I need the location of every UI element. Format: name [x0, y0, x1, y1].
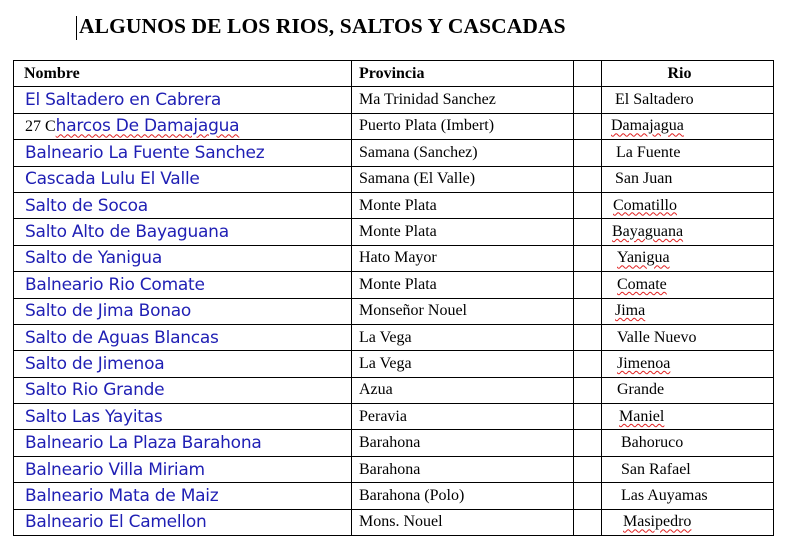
nombre-link[interactable]: Balneario El Camellon [25, 512, 207, 533]
cell-nombre[interactable] [14, 245, 352, 271]
table-row [14, 192, 774, 218]
cell-provincia: Azua [352, 377, 574, 403]
cell-rio [602, 272, 774, 298]
cell-empty [574, 377, 602, 403]
cell-rio [602, 377, 774, 403]
cell-rio [602, 324, 774, 350]
cell-rio [602, 140, 774, 166]
rivers-table [13, 60, 774, 536]
rio-text: Damajagua [611, 117, 684, 135]
cell-empty [574, 298, 602, 324]
cell-rio [602, 113, 774, 139]
text-cursor [76, 16, 77, 40]
table-row [14, 351, 774, 377]
cell-empty [574, 113, 602, 139]
cell-empty [574, 430, 602, 456]
cell-provincia: La Vega [352, 351, 574, 377]
nombre-link[interactable]: Salto de Jima Bonao [25, 301, 192, 322]
nombre-link[interactable]: Balneario La Plaza Barahona [25, 433, 262, 454]
cell-rio [602, 456, 774, 482]
cell-empty [574, 272, 602, 298]
cell-empty [574, 192, 602, 218]
cell-rio [602, 509, 774, 535]
cell-nombre[interactable] [14, 377, 352, 403]
table-row [14, 87, 774, 113]
rio-text: Jimenoa [617, 354, 671, 372]
cell-rio [602, 430, 774, 456]
cell-nombre[interactable] [14, 483, 352, 509]
table-row [14, 456, 774, 482]
cell-rio [602, 483, 774, 509]
cell-empty [574, 404, 602, 430]
cell-rio [602, 87, 774, 113]
nombre-link[interactable]: Cascada Lulu El Valle [25, 169, 200, 190]
table-row [14, 245, 774, 271]
cell-provincia: Monte Plata [352, 219, 574, 245]
table-row [14, 404, 774, 430]
cell-provincia: Puerto Plata (Imbert) [352, 113, 574, 139]
table-row [14, 298, 774, 324]
cell-nombre[interactable] [14, 298, 352, 324]
cell-provincia: Peravia [352, 404, 574, 430]
cell-provincia: Hato Mayor [352, 245, 574, 271]
cell-empty [574, 324, 602, 350]
nombre-link[interactable]: Balneario Mata de Maiz [25, 485, 219, 506]
cell-empty [574, 166, 602, 192]
rio-text: Grande [617, 381, 665, 399]
cell-provincia: Samana (Sanchez) [352, 140, 574, 166]
cell-nombre[interactable] [14, 509, 352, 535]
nombre-link[interactable]: Salto Rio Grande [25, 380, 165, 401]
cell-provincia: Mons. Nouel [352, 509, 574, 535]
table-row [14, 483, 774, 509]
cell-empty [574, 219, 602, 245]
cell-rio [602, 245, 774, 271]
rio-text: Bayaguana [612, 223, 684, 241]
cell-rio [602, 298, 774, 324]
cell-rio [602, 404, 774, 430]
cell-empty [574, 509, 602, 535]
rio-text: Jima [615, 302, 646, 320]
cell-provincia: Barahona [352, 430, 574, 456]
cell-provincia: Barahona (Polo) [352, 483, 574, 509]
rio-text: Las Auyamas [621, 486, 708, 504]
header-provincia: Provincia [352, 61, 574, 87]
rio-text: Maniel [619, 407, 665, 425]
nombre-link[interactable]: Salto Las Yayitas [25, 406, 163, 427]
rio-text: Comate [617, 275, 667, 293]
cell-provincia: La Vega [352, 324, 574, 350]
cell-empty [574, 456, 602, 482]
table-row [14, 430, 774, 456]
rio-text: San Juan [615, 170, 673, 188]
cell-rio [602, 219, 774, 245]
cell-empty [574, 483, 602, 509]
nombre-prefix-text: 27 C [25, 118, 56, 136]
table-row [14, 219, 774, 245]
cell-empty [574, 351, 602, 377]
nombre-link[interactable]: Balneario Villa Miriam [25, 459, 205, 480]
document-title: ALGUNOS DE LOS RIOS, SALTOS Y CASCADAS [79, 14, 566, 38]
cell-provincia: Barahona [352, 456, 574, 482]
cell-provincia: Ma Trinidad Sanchez [352, 87, 574, 113]
cell-provincia: Monte Plata [352, 272, 574, 298]
cell-nombre[interactable] [14, 404, 352, 430]
cell-empty [574, 245, 602, 271]
nombre-link[interactable]: Balneario La Fuente Sanchez [25, 142, 265, 163]
cell-rio [602, 351, 774, 377]
table-row [14, 509, 774, 535]
table-row [14, 140, 774, 166]
nombre-link[interactable]: harcos De Damajagua [55, 116, 240, 137]
cell-nombre[interactable] [14, 87, 352, 113]
nombre-link[interactable]: Salto Alto de Bayaguana [25, 222, 229, 243]
table-row [14, 272, 774, 298]
cell-empty [574, 87, 602, 113]
nombre-link[interactable]: Salto de Socoa [25, 195, 148, 216]
rio-text: Valle Nuevo [617, 328, 697, 346]
nombre-link[interactable]: Balneario Rio Comate [25, 274, 205, 295]
cell-nombre[interactable] [14, 113, 352, 139]
table-row [14, 377, 774, 403]
rio-text: Yanigua [617, 249, 670, 267]
cell-nombre[interactable] [14, 351, 352, 377]
table-header-row [14, 61, 774, 87]
nombre-link[interactable]: Salto de Yanigua [25, 248, 162, 269]
rio-text: Comatillo [613, 196, 677, 214]
header-empty-cell [574, 61, 602, 87]
cell-nombre[interactable] [14, 456, 352, 482]
cell-empty [574, 140, 602, 166]
rio-text: Bahoruco [621, 434, 684, 452]
nombre-link[interactable]: El Saltadero en Cabrera [25, 90, 222, 111]
rio-text: Masipedro [623, 513, 692, 531]
cell-provincia: Samana (El Valle) [352, 166, 574, 192]
table-row [14, 113, 774, 139]
rio-text: La Fuente [616, 143, 681, 161]
table-row [14, 166, 774, 192]
rio-text: San Rafael [621, 460, 691, 478]
rio-text: El Saltadero [615, 91, 694, 109]
cell-rio [602, 166, 774, 192]
header-nombre: Nombre [14, 61, 352, 87]
cell-nombre[interactable] [14, 272, 352, 298]
cell-nombre[interactable] [14, 430, 352, 456]
cell-nombre[interactable] [14, 219, 352, 245]
cell-nombre[interactable] [14, 140, 352, 166]
cell-provincia: Monseñor Nouel [352, 298, 574, 324]
cell-nombre[interactable] [14, 192, 352, 218]
cell-rio [602, 192, 774, 218]
table-row [14, 324, 774, 350]
cell-nombre[interactable] [14, 166, 352, 192]
cell-provincia: Monte Plata [352, 192, 574, 218]
header-rio: Rio [602, 61, 774, 87]
nombre-link[interactable]: Salto de Jimenoa [25, 353, 165, 374]
nombre-link[interactable]: Salto de Aguas Blancas [25, 327, 219, 348]
cell-nombre[interactable] [14, 324, 352, 350]
